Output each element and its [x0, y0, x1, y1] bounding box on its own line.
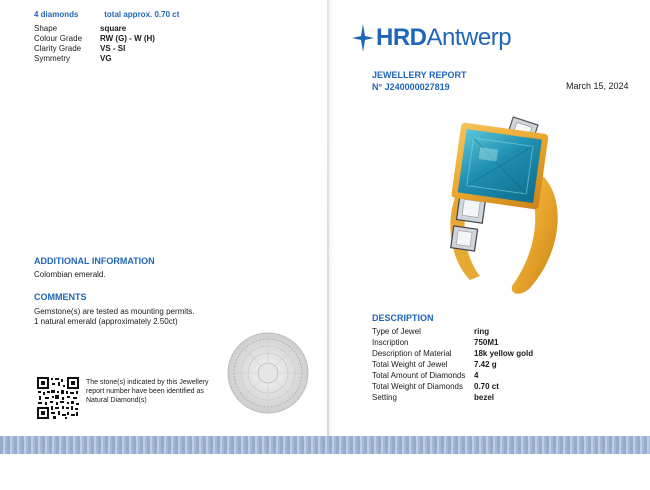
spec-label: Shape [34, 24, 58, 33]
ring-photo [430, 110, 570, 300]
comments-title: COMMENTS [34, 292, 87, 302]
spec-label: Symmetry [34, 54, 70, 63]
report-title: JEWELLERY REPORT [372, 70, 467, 80]
desc-label: Setting [372, 393, 397, 402]
diamonds-header [34, 10, 179, 19]
logo-city: Antwerp [426, 24, 512, 51]
desc-value: 7.42 g [474, 360, 497, 369]
report-number: N° J240000027819 [372, 82, 450, 92]
desc-label: Type of Jewel [372, 327, 421, 336]
description-title: DESCRIPTION [372, 313, 434, 323]
desc-value: 750M1 [474, 338, 499, 347]
natural-diamond-note: The stone(s) indicated by this Jewellery report number have been identified as Natural Diamond(s) [86, 379, 209, 404]
desc-value: 18k yellow gold [474, 349, 534, 358]
spec-row-clarity [34, 44, 125, 53]
desc-label: Inscription [372, 338, 409, 347]
desc-value: ring [474, 327, 490, 336]
spec-value: VS - SI [100, 44, 126, 53]
desc-value: bezel [474, 393, 495, 402]
comments-line-1: Gemstone(s) are tested as mounting permits. [34, 307, 195, 316]
spec-label: Colour Grade [34, 34, 83, 43]
desc-row-weight [372, 360, 497, 369]
desc-value: 0.70 ct [474, 382, 499, 391]
desc-label: Total Amount of Diamonds [372, 371, 466, 380]
qr-code[interactable] [36, 376, 80, 420]
diamond-count: 4 diamonds [34, 10, 79, 19]
page-fold-shadow [329, 0, 333, 440]
spec-row-shape [34, 24, 126, 33]
spec-value: VG [100, 54, 112, 63]
desc-row-diamond-count [372, 371, 478, 380]
desc-row-inscription [372, 338, 498, 347]
logo-brand: HRD [376, 24, 427, 51]
spec-value: RW (G) - W (H) [100, 34, 155, 43]
page-bottom-margin [0, 454, 650, 490]
diamond-total-weight: total approx. 0.70 ct [104, 10, 180, 19]
desc-row-setting [372, 393, 494, 402]
comments-line-2: 1 natural emerald (approximately 2.50ct) [34, 317, 178, 326]
star-icon [352, 24, 374, 52]
security-band [0, 436, 650, 454]
desc-value: 4 [474, 371, 479, 380]
report-date: March 15, 2024 [566, 81, 629, 91]
desc-label: Total Weight of Jewel [372, 360, 448, 369]
desc-row-diamond-weight [372, 382, 499, 391]
spec-row-symmetry [34, 54, 112, 63]
desc-label: Description of Material [372, 349, 452, 358]
spec-value: square [100, 24, 127, 33]
hrd-logo [352, 22, 511, 54]
additional-info-title: ADDITIONAL INFORMATION [34, 256, 155, 266]
desc-label: Total Weight of Diamonds [372, 382, 464, 391]
logo-wordmark [376, 24, 511, 52]
desc-row-material [372, 349, 533, 358]
desc-row-type [372, 327, 489, 336]
spec-row-colour [34, 34, 155, 43]
additional-info-text: Colombian emerald. [34, 270, 106, 279]
spec-label: Clarity Grade [34, 44, 82, 53]
hologram-seal [225, 330, 311, 416]
